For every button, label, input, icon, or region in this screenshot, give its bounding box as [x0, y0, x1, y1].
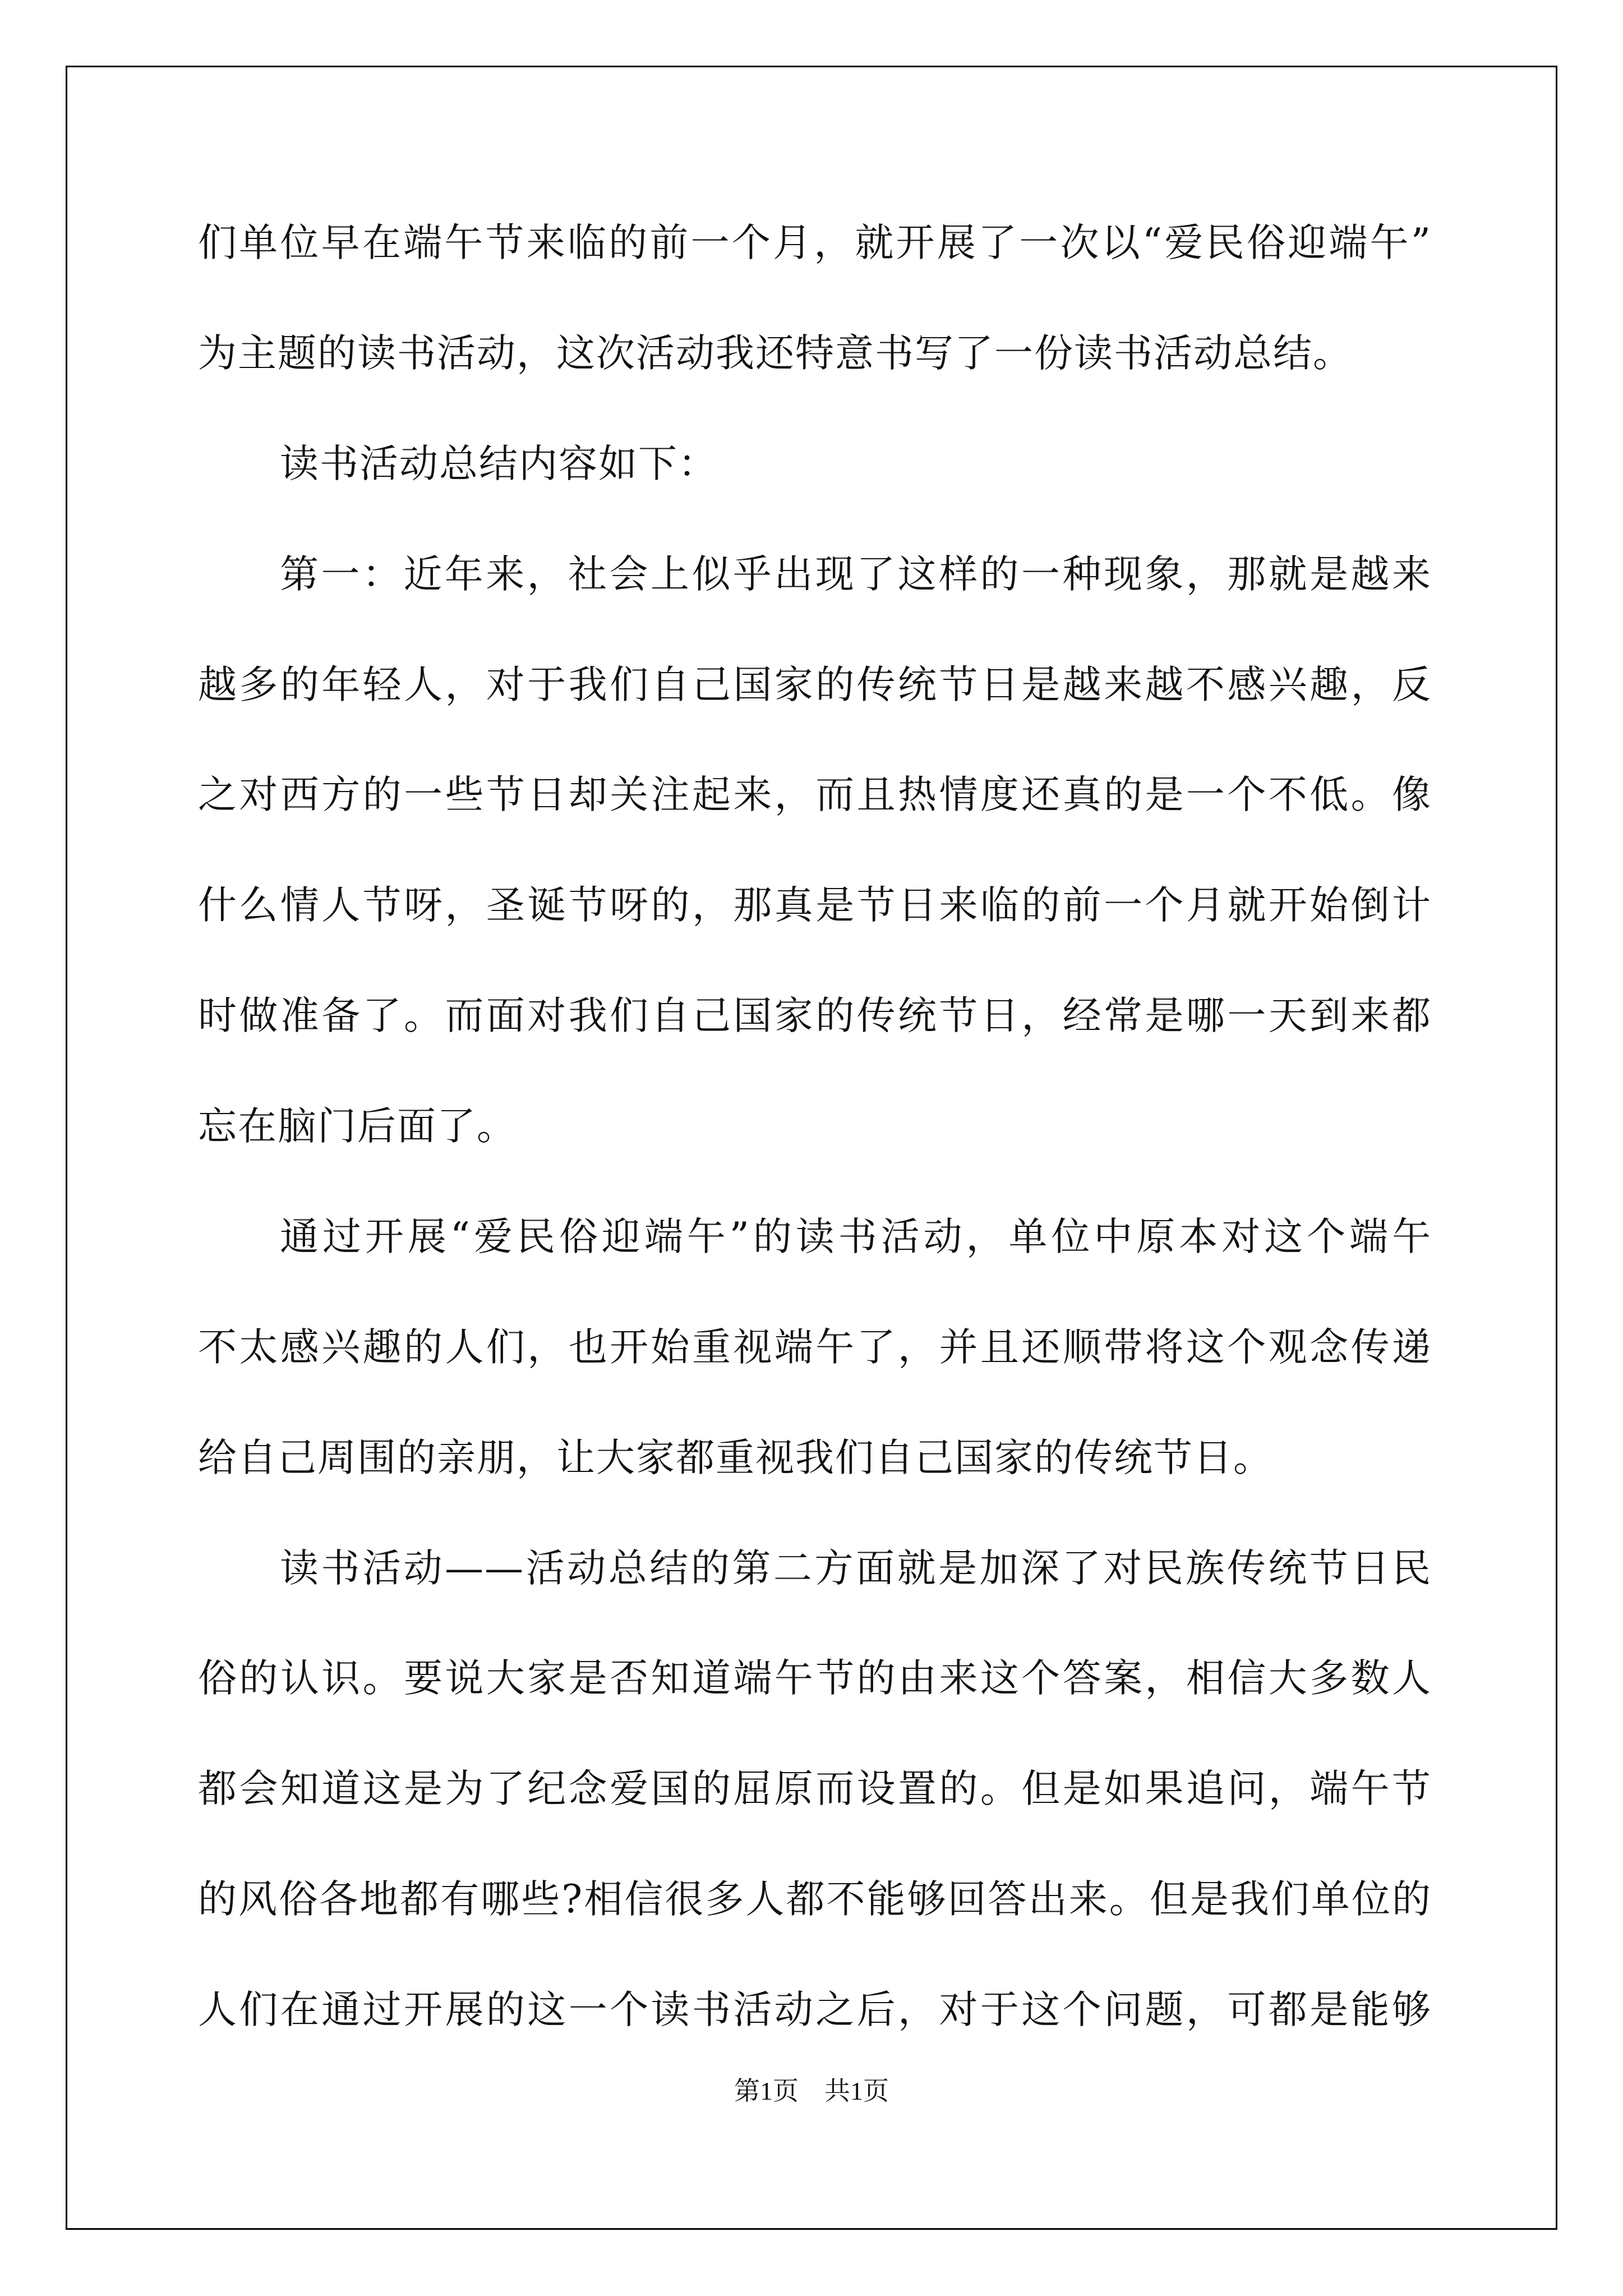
text-line: 通过开展“爱民俗迎端午”的读书活动，单位中原本对这个端午 — [280, 1214, 1432, 1259]
text-line: 人们在通过开展的这一个读书活动之后，对于这个问题，可都是能够 — [198, 1987, 1432, 2032]
text-line: 之对西方的一些节日却关注起来，而且热情度还真的是一个不低。像 — [198, 772, 1432, 817]
text-line: 为主题的读书活动，这次活动我还特意书写了一份读书活动总结。 — [198, 331, 1353, 376]
text-line: 什么情人节呀，圣诞节呀的，那真是节日来临的前一个月就开始倒计 — [198, 883, 1432, 928]
text-line: 们单位早在端午节来临的前一个月，就开展了一次以“爱民俗迎端午” — [198, 220, 1432, 265]
text-line: 读书活动总结内容如下： — [280, 441, 718, 486]
page-footer: 第1页 共1页 — [734, 2077, 889, 2105]
text-line: 的风俗各地都有哪些?相信很多人都不能够回答出来。但是我们单位的 — [198, 1877, 1432, 1922]
text-line: 不太感兴趣的人们，也开始重视端午了，并且还顺带将这个观念传递 — [198, 1325, 1432, 1370]
text-line: 时做准备了。而面对我们自己国家的传统节日，经常是哪一天到来都 — [198, 993, 1432, 1038]
text-line: 都会知道这是为了纪念爱国的屈原而设置的。但是如果追问，端午节 — [198, 1766, 1432, 1811]
text-line: 读书活动——活动总结的第二方面就是加深了对民族传统节日民 — [280, 1546, 1432, 1591]
text-line: 第一：近年来，社会上似乎出现了这样的一种现象，那就是越来 — [280, 552, 1432, 597]
text-line: 越多的年轻人，对于我们自己国家的传统节日是越来越不感兴趣，反 — [198, 662, 1432, 707]
text-line: 给自己周围的亲朋，让大家都重视我们自己国家的传统节日。 — [198, 1435, 1273, 1480]
text-line: 俗的认识。要说大家是否知道端午节的由来这个答案，相信大多数人 — [198, 1656, 1432, 1701]
text-line: 忘在脑门后面了。 — [198, 1104, 517, 1149]
